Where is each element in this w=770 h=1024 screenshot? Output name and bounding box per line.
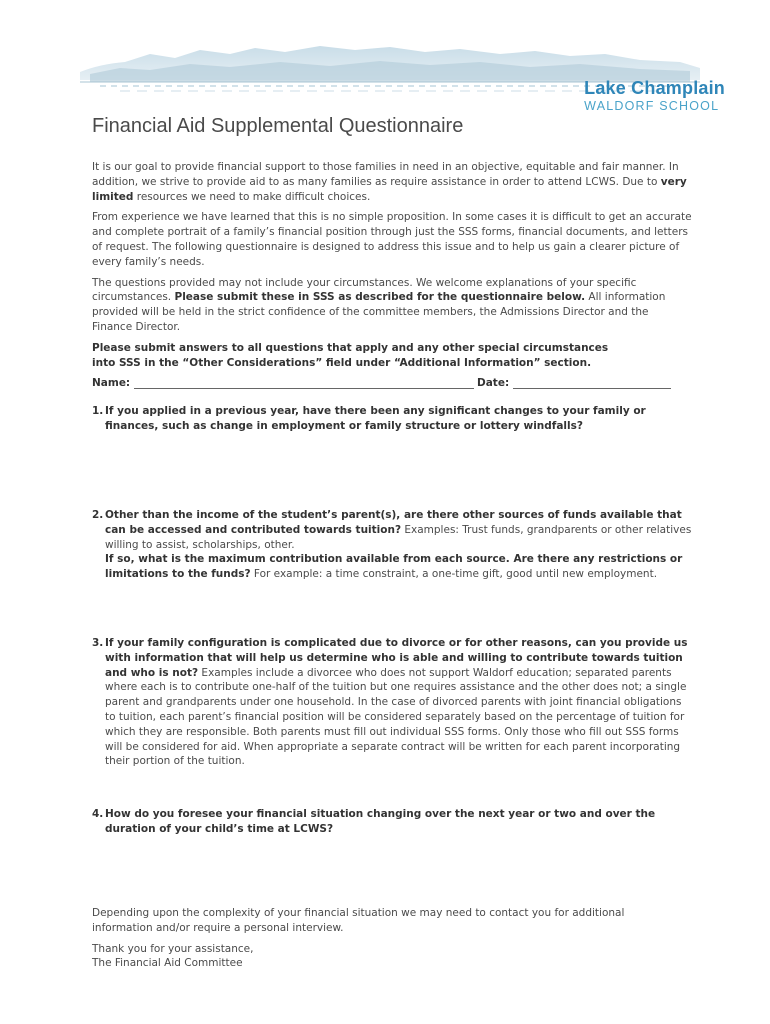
question-3: 3. If your family configuration is complicated due to divorce or for other reasons, can you provide us with information that will help us determine who is able and willing to contribute towards tuition and who is not? Examples include a divorcee who does not support Waldorf education; separated parents where each is to contribute one-half of the tuition but one requires assistance and the other does not; a single parent and grandparents under one household. In the case of divorced parents with joint financial obligations to tuition, each parent’s financial position will be considered separately based on the percentage of tuition for which they are responsible. Both parents must fill out individual SSS forms. Only those who fill out SSS forms will be considered for aid. When appropriate a separate contract will be written for each parent incorporating their portion of the tuition. — [92, 637, 688, 768]
page-title: Financial Aid Supplemental Questionnaire — [92, 115, 464, 137]
name-line[interactable] — [134, 377, 474, 389]
date-field[interactable] — [477, 377, 671, 389]
name-label: Name: — [92, 377, 131, 389]
question-1: 1. If you applied in a previous year, have there been any significant changes to your family or finances, such as change in employment or family structure or lottery windfalls? — [92, 405, 646, 432]
logo-subtitle: WALDORF SCHOOL — [584, 99, 720, 113]
date-label: Date: — [477, 377, 510, 389]
question-2: 2. Other than the income of the student’s parent(s), are there other sources of funds available that can be accessed and contributed towards tuition? Examples: Trust funds, grandparents or other relatives willing to assist, scholarships, other. If so, what is the maximum contribution available from each source. Are there any restrictions or limitations to the funds? For example: a time constraint, a one-time gift, good until new employment. — [92, 509, 692, 581]
intro-paragraph-4: Please submit answers to all questions that apply and any other special circumstances into SSS in the “Other Considerations” field under “Additional Information” section. — [92, 341, 609, 369]
date-line[interactable] — [513, 377, 671, 389]
signoff: Thank you for your assistance, The Financial Aid Committee — [92, 942, 254, 970]
intro-paragraph-2: From experience we have learned that this is no simple proposition. In some cases it is difficult to get an accurate and complete portrait of a family’s financial position through just the SSS forms, financial documents, and letters of request. The following questionnaire is designed to address this issue and to help us gain a clearer picture of every family’s needs. — [92, 211, 692, 268]
intro-section — [92, 160, 692, 376]
school-logo — [584, 78, 725, 113]
intro-paragraph-1: It is our goal to provide financial support to those families in need in an objective, equitable and fair manner. In addition, we strive to provide aid to as many families as require assistance in order to attend LCWS. Due to very limited resources we need to make difficult choices. — [92, 161, 687, 203]
closing-paragraph: Depending upon the complexity of your financial situation we may need to contact you for additional information and/or require a personal interview. — [92, 907, 625, 934]
question-4: 4. How do you foresee your financial situation changing over the next year or two and over the duration of your child’s time at LCWS? — [92, 808, 656, 835]
logo-name: Lake Champlain — [584, 78, 725, 98]
closing-section — [92, 906, 692, 977]
name-field[interactable] — [92, 377, 474, 389]
intro-paragraph-3: The questions provided may not include your circumstances. We welcome explanations of your specific circumstances. Please submit these in SSS as described for the questionnaire below. All information provided will be held in the strict confidence of the committee members, the Admissions Director and the Finance Director. — [92, 276, 666, 333]
